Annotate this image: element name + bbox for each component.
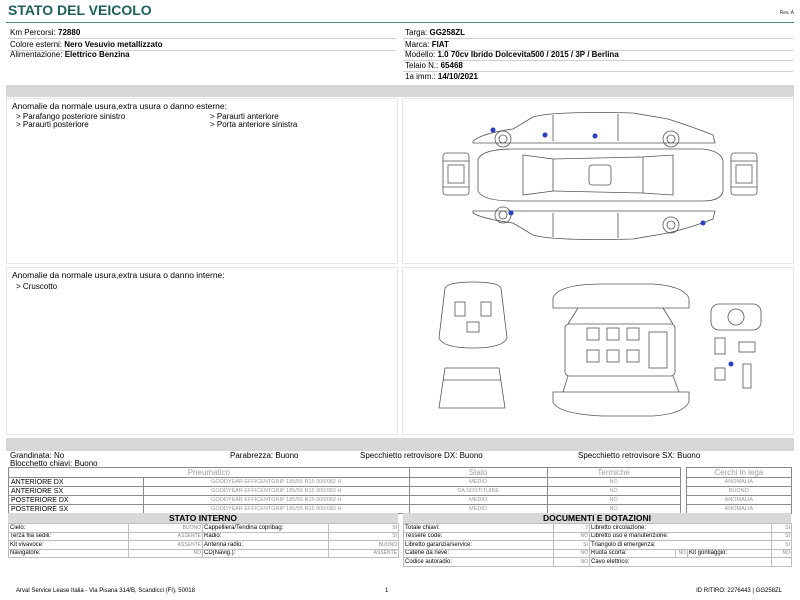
alimentazione-value: Elettrico Benzina <box>64 50 130 59</box>
immatricolazione-row: 1a imm.: 14/10/2021 <box>405 72 478 81</box>
rear-window-icon <box>439 368 505 408</box>
marca-value: FIAT <box>431 40 449 49</box>
damage-marker-icon <box>543 133 548 138</box>
damage-marker-icon <box>593 134 598 139</box>
damage-item: > Porta anteriore sinistra <box>210 120 298 129</box>
tyres-header-termiche: Termiche <box>547 468 680 478</box>
car-exterior-diagram <box>403 99 793 263</box>
colore-value: Nero Vesuvio metallizzato <box>64 40 163 49</box>
internal-diagram-panel <box>402 267 794 435</box>
table-row: POSTERIORE SX GOODYEAR EFFICENTGRIP 185/55 R15 000/082 H MEDIO NO ANOMALIA <box>9 505 792 514</box>
damage-item: > Cruscotto <box>16 282 58 291</box>
dashboard-view-icon <box>439 282 507 348</box>
page-number: 1 <box>385 588 389 594</box>
page-title: STATO DEL VEICOLO <box>8 2 152 18</box>
damage-marker-icon <box>509 211 514 216</box>
steering-wheel-icon <box>711 304 761 388</box>
table-row: Terza fila sedili: ASSENTE Radio: SI <box>10 533 397 540</box>
table-row: ANTERIORE DX GOODYEAR EFFICENTGRIP 185/55 R15 000/082 H MEDIO NO ANOMALIA <box>9 478 792 487</box>
km-row: Km Percorsi: 72880 <box>10 28 81 37</box>
documents-heading: DOCUMENTI E DOTAZIONI <box>403 513 791 523</box>
table-row: Totale chiavi: 2 Libretto circolazione: SI <box>405 524 790 531</box>
table-row: Codice autoradio: NO Cavo elettrico: <box>404 558 792 567</box>
damage-item: > Paraurti anteriore <box>210 112 279 121</box>
title-rule <box>6 22 794 23</box>
specchietto-dx-label: Specchietto retrovisore DX: Buono <box>360 451 483 460</box>
colore-row: Colore esterni: Nero Vesuvio metallizzato <box>10 40 163 49</box>
tyres-header-cerchi: Cerchi in lega <box>686 468 791 478</box>
table-row: Tessere code: NO Libretto uso e manutenzione: SI <box>405 533 790 540</box>
cabin-seats-icon <box>553 284 689 416</box>
targa-row: Targa: GG258ZL <box>405 28 466 37</box>
immatricolazione-value: 14/10/2021 <box>437 72 478 81</box>
modello-row: Modello: 1.0 70cv Ibrido Dolcevita500 / 2015 / 3P / Berlina <box>405 50 619 59</box>
tyres-table <box>8 467 792 514</box>
footer-id: ID RITIRO: 2276443 | GG258ZL <box>696 588 782 594</box>
table-row: Cielo: BUONO Cappelliera/Tendina copribag: SI <box>10 524 397 531</box>
internal-damage-panel <box>6 267 398 435</box>
documents-table <box>403 523 792 567</box>
telaio-value: 65468 <box>440 61 463 70</box>
table-row: Navigatore: NO CD(Navig.): ASSENTE <box>10 550 397 557</box>
external-diagram-panel <box>402 98 794 264</box>
modello-value: 1.0 70cv Ibrido Dolcevita500 / 2015 / 3P / Berlina <box>437 50 619 59</box>
section-band <box>6 85 794 97</box>
specchietto-sx-label: Specchietto retrovisore SX: Buono <box>578 451 701 460</box>
interior-heading: STATO INTERNO <box>8 513 398 523</box>
table-row: Catene da neve: NO Ruota scorta: NO Kit gonfiaggio: NO <box>405 550 790 557</box>
table-row: POSTERIORE DX GOODYEAR EFFICENTGRIP 185/55 R15 000/082 H MEDIO NO ANOMALIA <box>9 496 792 505</box>
conditions-band <box>6 438 794 451</box>
damage-item: > Parafango posteriore sinistro <box>16 112 126 121</box>
table-row: Kit vivavoce: ASSENTE Antenna radio: BUONO <box>10 541 397 548</box>
car-side-view-top <box>473 113 715 148</box>
table-row: ANTERIORE SX GOODYEAR EFFICENTGRIP 185/55 R15 000/082 H DA SOSTITUIRE NO BUONO <box>9 487 792 496</box>
damage-marker-icon <box>701 221 706 226</box>
marca-row: Marca: FIAT <box>405 40 449 49</box>
km-value: 72880 <box>58 28 81 37</box>
telaio-row: Telaio N.: 65468 <box>405 61 463 70</box>
internal-damage-heading: Anomalie da normale usura,extra usura o danno interne: <box>12 270 225 280</box>
alimentazione-row: Alimentazione: Elettrico Benzina <box>10 50 130 59</box>
car-rear-view <box>731 153 757 195</box>
revision-label: Rev. A <box>779 10 794 16</box>
car-interior-diagram <box>403 268 793 434</box>
car-front-view <box>443 153 469 195</box>
tyres-header-stato: Stato <box>409 468 547 478</box>
footer-address: Arval Service Lease Italia - Via Pisana 314/B, Scandicci (FI), 50018 <box>16 588 195 594</box>
tyres-header-pneumatico: Pneumatico <box>9 468 410 478</box>
targa-value: GG258ZL <box>429 28 466 37</box>
damage-item: > Paraurti posteriore <box>16 120 89 129</box>
damage-marker-icon <box>491 128 496 133</box>
grandinata-label: Grandinata: No <box>10 451 65 460</box>
blocchetto-label: Blocchetto chiavi: Buono <box>10 459 98 468</box>
damage-marker-icon <box>729 362 734 367</box>
car-top-view <box>478 149 723 201</box>
parabrezza-label: Parabrezza: Buono <box>230 451 299 460</box>
external-damage-heading: Anomalie da normale usura,extra usura o danno esterne: <box>12 101 227 111</box>
table-row: Libretto garanzia/service: SI Triangolo di emergenza: SI <box>405 541 790 548</box>
interior-table <box>8 523 399 558</box>
